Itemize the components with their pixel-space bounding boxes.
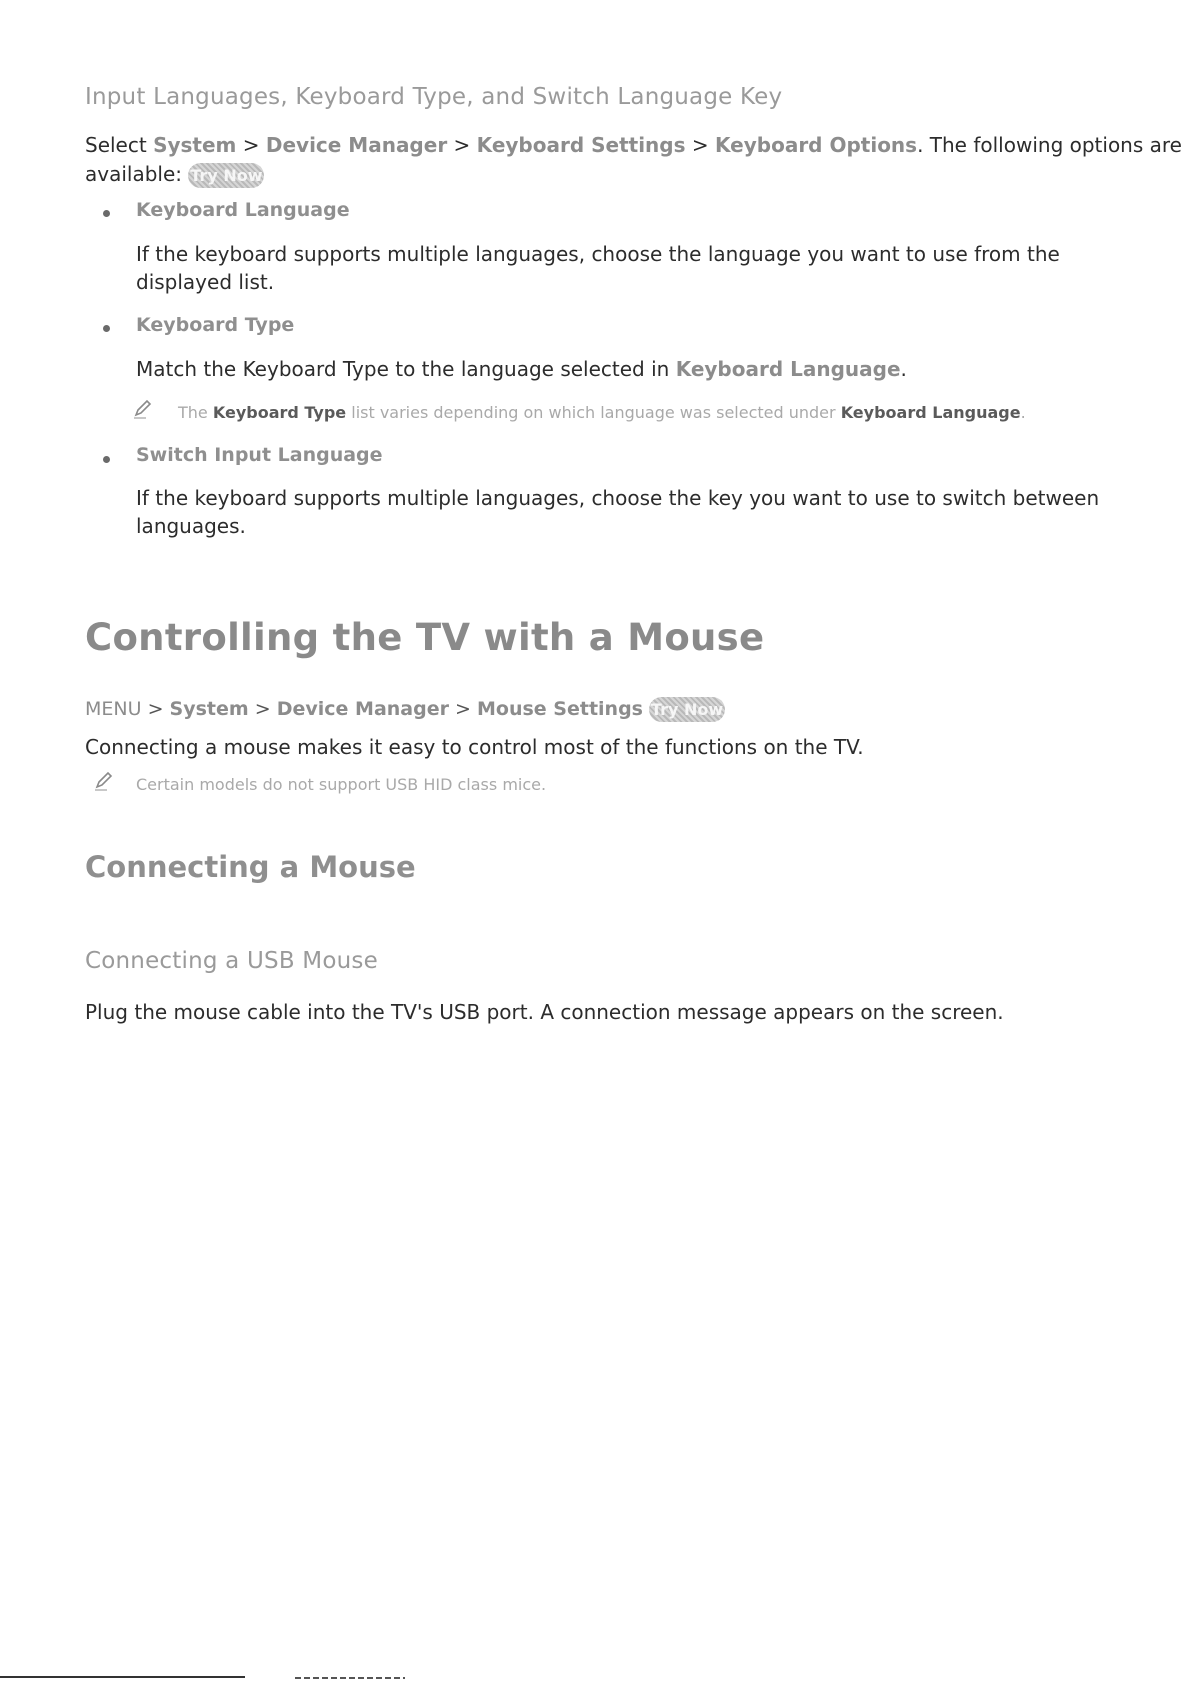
note-usb-hid: Certain models do not support USB HID class mice.: [136, 775, 547, 794]
item-title-keyboard-language: Keyboard Language: [136, 199, 350, 221]
path-separator: >: [242, 133, 260, 157]
path-keyboard-settings: Keyboard Settings: [476, 133, 686, 157]
try-now-button[interactable]: Try Now: [649, 697, 725, 722]
path-mouse-settings: Mouse Settings: [477, 698, 643, 720]
path-system: System: [169, 698, 249, 720]
item-desc-line: languages.: [136, 514, 246, 538]
subheading-usb-mouse: Connecting a USB Mouse: [85, 948, 378, 974]
path-separator: >: [691, 133, 709, 157]
item-title-keyboard-type: Keyboard Type: [136, 314, 295, 336]
path-keyboard-options: Keyboard Options: [715, 133, 918, 157]
bullet-icon: [103, 456, 110, 463]
intro-paragraph: Select System > Device Manager > Keyboard Settings > Keyboard Options. The following options are: [85, 133, 1182, 157]
path-separator: >: [147, 698, 164, 720]
try-now-button[interactable]: Try Now: [188, 163, 264, 188]
page-title-controlling-tv-mouse: Controlling the TV with a Mouse: [85, 616, 765, 659]
note-keyboard-type: The Keyboard Type list varies depending on which language was selected under Keyboard Language.: [178, 403, 1026, 422]
item-desc-line: If the keyboard supports multiple languages, choose the key you want to use to switch between: [136, 486, 1100, 510]
intro-line-2: available: Try Now: [85, 162, 263, 186]
ref-keyboard-language: Keyboard Language: [675, 357, 901, 381]
path-separator: >: [254, 698, 271, 720]
path-separator: >: [455, 698, 471, 720]
mouse-intro-text: Connecting a mouse makes it easy to control most of the functions on the TV.: [85, 735, 864, 759]
path-system: System: [153, 133, 237, 157]
item-desc: Match the Keyboard Type to the language selected in Keyboard Language.: [136, 357, 907, 381]
section-heading-input-languages: Input Languages, Keyboard Type, and Switch Language Key: [85, 84, 783, 110]
bullet-icon: [103, 325, 110, 332]
bullet-icon: [103, 210, 110, 217]
pencil-note-icon: [132, 398, 154, 420]
item-title-switch-input-language: Switch Input Language: [136, 444, 383, 466]
path-menu: MENU: [85, 698, 142, 720]
section-heading-connecting-mouse: Connecting a Mouse: [85, 850, 416, 884]
path-separator: >: [453, 133, 471, 157]
path-device-manager: Device Manager: [265, 133, 448, 157]
footer-rule: [0, 1676, 245, 1678]
item-desc-line: displayed list.: [136, 270, 275, 294]
item-desc-line: If the keyboard supports multiple languages, choose the language you want to use from the: [136, 242, 1060, 266]
menu-path: [85, 697, 725, 722]
footer-dashes: [295, 1677, 405, 1679]
path-device-manager: Device Manager: [276, 698, 449, 720]
usb-mouse-text: Plug the mouse cable into the TV's USB port. A connection message appears on the screen.: [85, 1000, 1004, 1024]
pencil-note-icon: [93, 770, 115, 792]
